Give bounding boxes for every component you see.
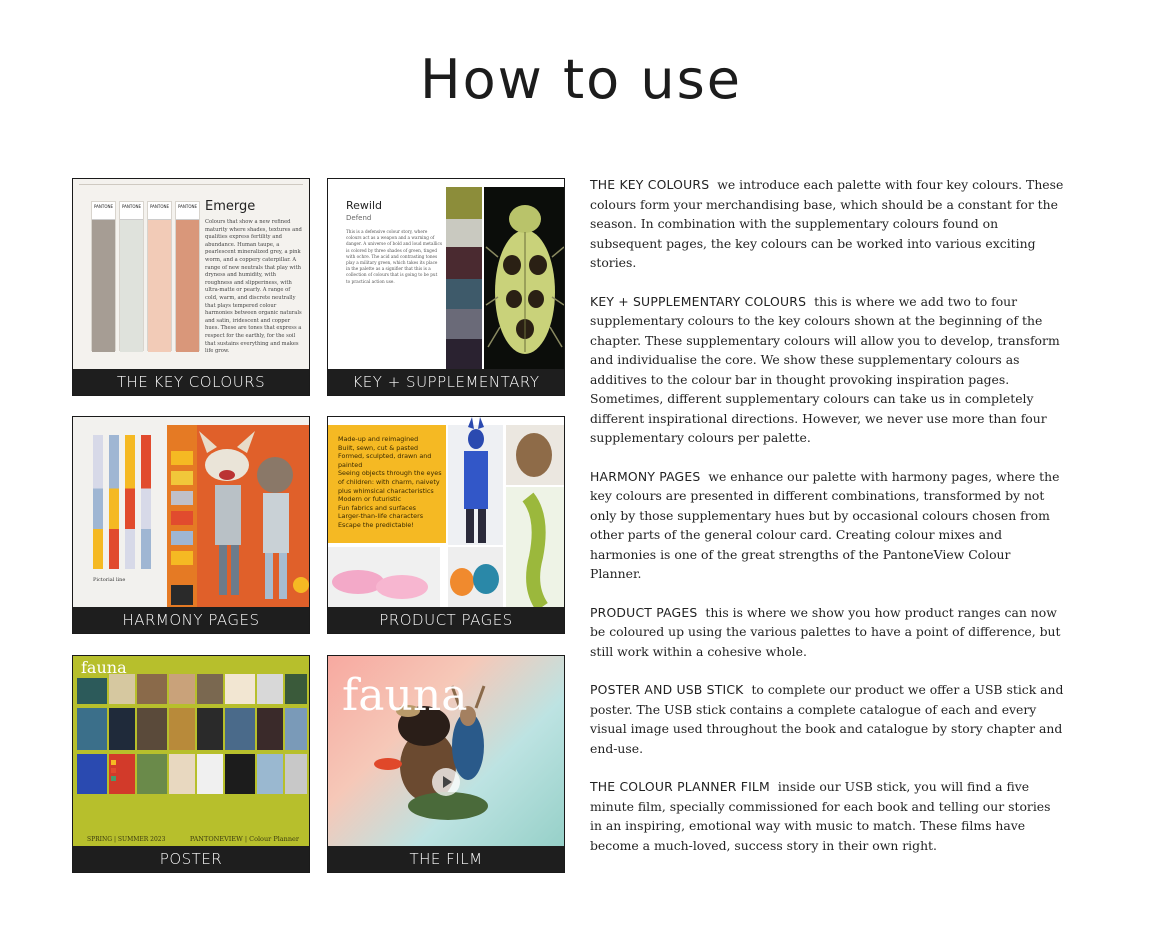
supplementary-swatch	[446, 247, 482, 279]
harmony-note: Pictorial line	[93, 577, 126, 583]
harmony-stripe	[125, 435, 135, 569]
product-list-item: Fun fabrics and surfaces	[338, 503, 416, 512]
thumbnail-key-colours	[72, 178, 310, 396]
palette-description: Colours that show a new refined maturity where shades, textures and qualities express fertility and abundance. Human taupe, a pearlescent mineralized grey, a pink worm, and a coppery caterpillar. A range of new neutrals that play with dryness and humidity, with roughness and slipperiness, with ultra-matte or pearly. A range of cold, warm, and discrete neutrally that plays tempered colour harmonies between organic naturals and satin, iridescent and copper hues. These are tones that express a respect for the earthly, for the soil that sustains everything and makes life grow.	[205, 219, 302, 355]
page-title: How to use	[420, 48, 742, 111]
harmony-stripe	[109, 435, 119, 569]
section-text: this is where we show you how product ranges can now be coloured up using the various palettes to have a point of difference, but still work within a cohesive whole.	[590, 604, 1061, 659]
film-preview[interactable]	[328, 656, 564, 847]
swatch-label: PANTONE	[120, 202, 143, 220]
product-list-item: Formed, sculpted, drawn and painted	[338, 452, 432, 469]
product-list-item: Escape the predictable!	[338, 520, 414, 529]
swatch-label: PANTONE	[176, 202, 199, 220]
product-list-item: Seeing objects through the eyes of children: with charm, naivety plus whimsical characteristics	[338, 469, 442, 495]
section-heading: HARMONY PAGES	[590, 468, 701, 484]
poster-brand: PANTONEVIEW | Colour Planner	[189, 835, 299, 843]
thumbnail-caption: KEY + SUPPLEMENTARY	[328, 369, 564, 395]
key-colour-swatch	[175, 201, 200, 351]
section-text: we introduce each palette with four key colours. These colours form your merchandising base, which should be a constant for the season. In combination with the supplementary colours found on subsequent pages, the key colours can be worked into various exciting stories.	[590, 177, 1064, 270]
section-heading: KEY + SUPPLEMENTARY COLOURS	[590, 293, 807, 309]
section-heading: THE KEY COLOURS	[590, 177, 710, 192]
supplementary-swatch	[446, 187, 482, 219]
thumbnail-caption: THE KEY COLOURS	[73, 369, 309, 395]
film-wordmark: fauna	[342, 670, 468, 721]
product-list-item: Made-up and reimagined	[338, 435, 419, 443]
section-text: we enhance our palette with harmony pages, where the key colours are presented in different combinations, transformed by not only by those supplementary hues but by occasional colours chosen from other parts of the general colour card. Creating colour mixes and harmonies is one of the great strengths of the PantoneView Colour Planner.	[590, 468, 1060, 581]
section-poster-usb	[590, 680, 1065, 758]
thumbnail-caption: HARMONY PAGES	[73, 607, 309, 633]
supplementary-swatch	[446, 339, 482, 370]
product-list-item: Larger-than-life characters	[338, 512, 424, 521]
key-colours-preview	[73, 179, 309, 370]
thumbnail-caption: PRODUCT PAGES	[328, 607, 564, 633]
section-heading: POSTER AND USB STICK	[590, 682, 744, 697]
palette-description: This is a defensive colour story, where colours act as a weapon and a warning of danger. A universe of bold and loud metallics is colored by three shades of green, tinged with ochre. The acid and contrasting tones play a military green, which takes its place in the palette as a signifier that this is a collection of colours that is going to be put to practical action use.	[346, 229, 442, 284]
supplementary-swatch	[446, 219, 482, 247]
harmony-stripe	[93, 435, 103, 569]
palette-heading: Emerge	[205, 199, 256, 214]
key-colour-swatch	[147, 201, 172, 351]
section-key-supplementary	[590, 292, 1065, 448]
harmony-colour-column	[167, 425, 197, 608]
product-list-item: Built, sewn, cut & pasted	[338, 443, 419, 452]
thumbnail-harmony-pages	[72, 416, 310, 634]
beetle-photo	[484, 187, 564, 370]
description-column	[590, 175, 1065, 874]
key-colour-swatch	[91, 201, 116, 351]
product-list-item: Modern or futuristic	[338, 495, 401, 504]
section-text: inside our USB stick, you will find a five minute film, specially commissioned for each book and telling our stories in an inspiring, emotional way with music to match. These films have become a much-loved, success story in their own right.	[590, 779, 1051, 853]
poster-wordmark: fauna	[81, 658, 127, 677]
swatch-label: PANTONE	[92, 202, 115, 220]
thumbnail-film[interactable]	[327, 655, 565, 873]
section-text: to complete our product we offer a USB stick and poster. The USB stick contains a complete catalogue of each and every visual image used throughout the book and catalogue by story chapter and end-use.	[590, 682, 1064, 756]
product-photos	[328, 417, 564, 608]
thumbnail-poster	[72, 655, 310, 873]
poster-season: SPRING | SUMMER 2023	[87, 836, 166, 843]
palette-subheading: Defend	[346, 214, 372, 222]
section-text: this is where we add two to four supplementary colours to the key colours shown at the beginning of the chapter. These supplementary colours will allow you to develop, transform and individualise the core. We show these supplementary colours as additives to the colour bar in thought provoking inspiration pages. Sometimes, different supplementary colours can take us in completely different inspirational directions. However, we never use more than four supplementary colours per palette.	[590, 293, 1060, 445]
thumbnail-caption: THE FILM	[328, 846, 564, 872]
product-preview	[328, 417, 564, 608]
harmony-stripe	[141, 435, 151, 569]
section-harmony-pages	[590, 467, 1065, 584]
harmony-photo	[197, 425, 309, 608]
section-key-colours	[590, 175, 1065, 273]
supplementary-swatch	[446, 309, 482, 339]
key-colour-swatch	[119, 201, 144, 351]
supplementary-swatch	[446, 279, 482, 309]
section-heading: THE COLOUR PLANNER FILM	[590, 779, 770, 794]
section-heading: PRODUCT PAGES	[590, 604, 698, 620]
thumbnail-caption: POSTER	[73, 846, 309, 872]
poster-grid	[73, 656, 309, 847]
section-product-pages	[590, 603, 1065, 662]
harmony-preview	[73, 417, 309, 608]
swatch-label: PANTONE	[148, 202, 171, 220]
key-supplementary-preview	[328, 179, 564, 370]
section-film	[590, 777, 1065, 855]
palette-heading: Rewild	[346, 199, 383, 212]
poster-preview	[73, 656, 309, 847]
thumbnail-key-supplementary	[327, 178, 565, 396]
thumbnail-product-pages	[327, 416, 565, 634]
play-icon[interactable]	[432, 768, 460, 796]
